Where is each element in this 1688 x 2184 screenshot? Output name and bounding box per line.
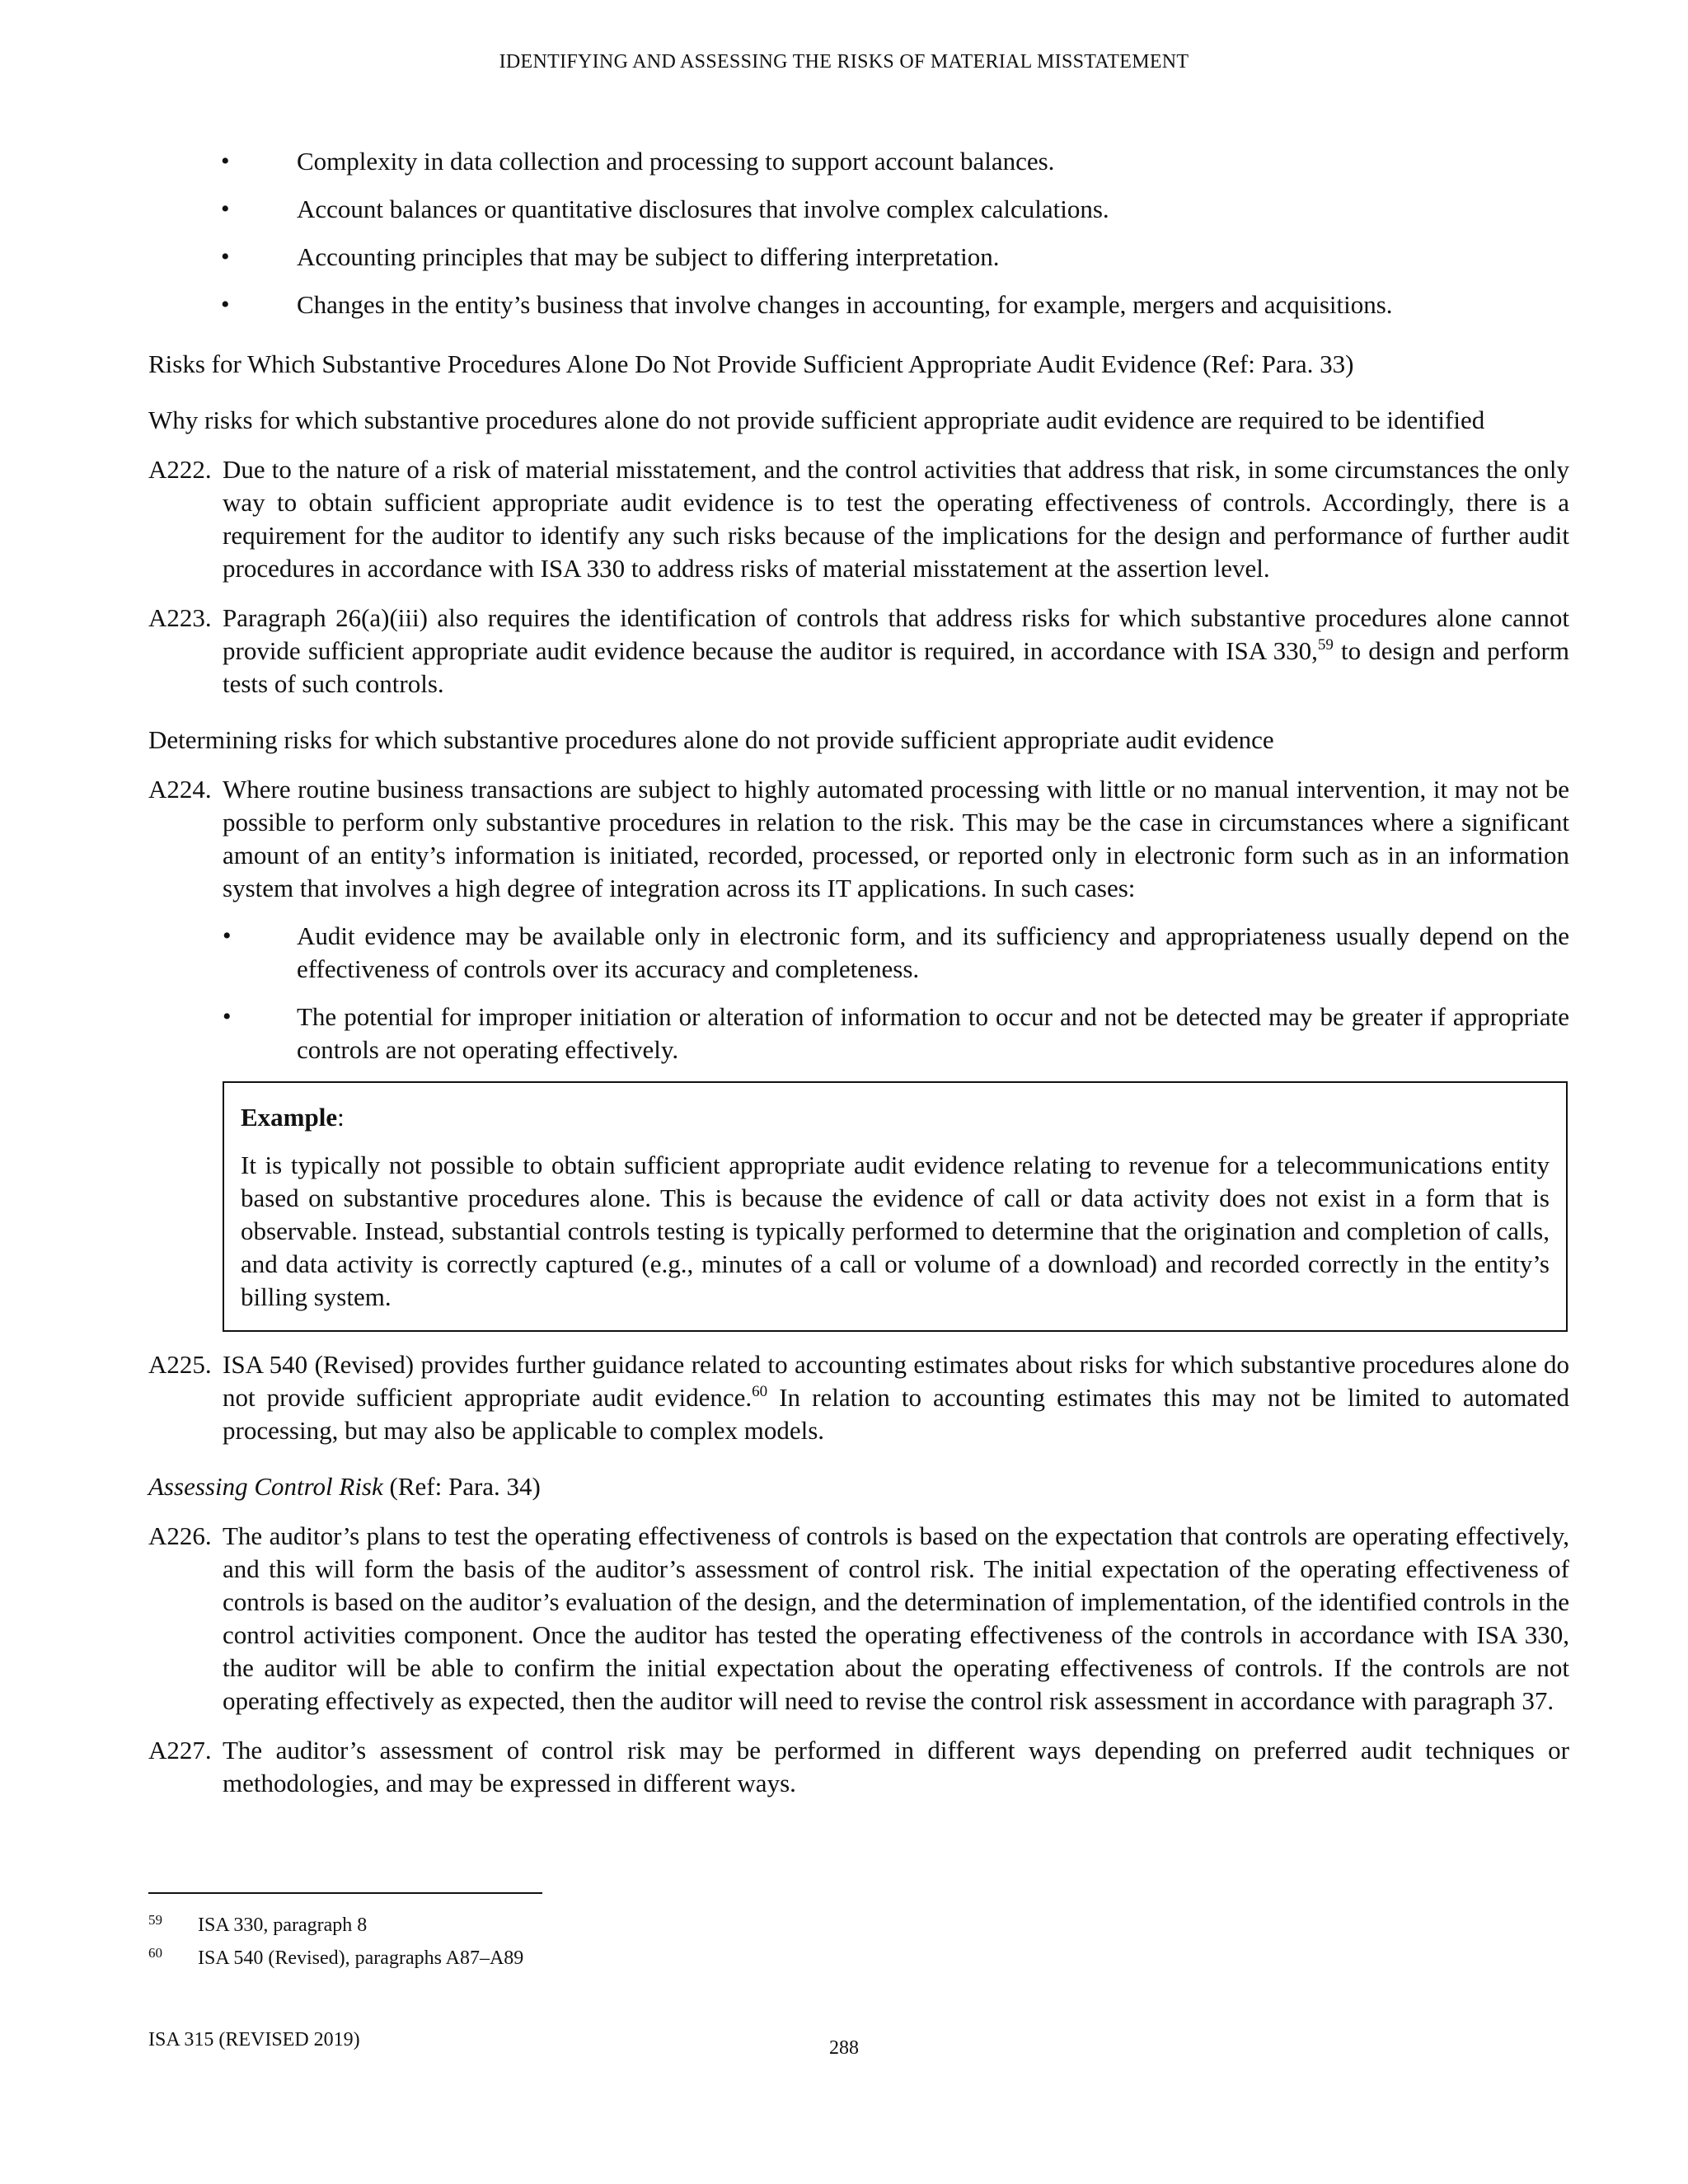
- footnote-divider: [148, 1892, 542, 1894]
- paragraph-a227: [148, 1734, 1569, 1800]
- list-item: • Changes in the entity’s business that involve changes in accounting, for example, mergers and acquisitions.: [148, 288, 1569, 321]
- subsection-heading-control-risk: [148, 1470, 1569, 1503]
- paragraph-number: A227.: [148, 1736, 212, 1765]
- paragraph-a226: [148, 1520, 1569, 1718]
- subsection-heading-why: Why risks for which substantive procedures alone do not provide sufficient appropriate audit evidence are required to be identified: [148, 405, 1485, 434]
- subsection-heading-determining: Determining risks for which substantive procedures alone do not provide sufficient appropriate audit evidence: [148, 725, 1274, 754]
- paragraph-number: A222.: [148, 455, 212, 484]
- list-item: • Accounting principles that may be subject to differing interpretation.: [148, 241, 1569, 274]
- example-title: Example: [241, 1103, 338, 1132]
- footnote-text: ISA 540 (Revised), paragraphs A87–A89: [198, 1947, 524, 1969]
- heading-reference: (Ref: Para. 34): [382, 1472, 541, 1501]
- list-item: • Complexity in data collection and processing to support account balances.: [148, 145, 1569, 178]
- paragraph-text: Paragraph 26(a)(iii) also requires the identification of controls that address risks for which substantive procedures alone cannot provide sufficient appropriate audit evidence because the auditor is required, in accordance with ISA 330,: [223, 603, 1569, 665]
- paragraph-text: The auditor’s plans to test the operating effectiveness of controls is based on the expectation that controls are operating effectively, and this will form the basis of the auditor’s assessment of control risk. The initial expectation of the operating effectiveness of controls is based on the auditor’s evaluation of the design, and the determination of implementation, of the identified controls in the control activities component. Once the auditor has tested the operating effectiveness of the controls in accordance with ISA 330, the auditor will be able to confirm the initial expectation about the operating effectiveness of controls. If the controls are not operating effectively as expected, then the auditor will need to revise the control risk assessment in accordance with paragraph 37.: [223, 1521, 1569, 1715]
- footer-standard-name: ISA 315 (REVISED 2019): [148, 2029, 360, 2050]
- paragraph-text: The auditor’s assessment of control risk may be performed in different ways depending on preferred audit techniques or methodologies, and may be expressed in different ways.: [223, 1736, 1569, 1797]
- list-item: • Audit evidence may be available only in electronic form, and its sufficiency and appropriateness usually depend on the effectiveness of controls over its accuracy and completeness.: [223, 920, 1569, 986]
- running-header: IDENTIFYING AND ASSESSING THE RISKS OF MATERIAL MISSTATEMENT: [499, 51, 1189, 73]
- footnote-number: 59: [148, 1912, 162, 1928]
- paragraph-text: ISA 540 (Revised) provides further guidance related to accounting estimates about risks for which substantive procedures alone do not provide sufficient appropriate audit evidence.: [223, 1350, 1569, 1412]
- page-number: 288: [829, 2037, 859, 2059]
- complexity-bullet-list: [148, 145, 1569, 321]
- paragraph-number: A224.: [148, 775, 212, 804]
- paragraph-number: A223.: [148, 603, 212, 632]
- example-title-line: [241, 1101, 1550, 1134]
- heading-italic-text: Assessing Control Risk: [148, 1472, 383, 1501]
- list-item: • The potential for improper initiation or alteration of information to occur and not be detected may be greater if appropriate controls are not operating effectively.: [223, 1001, 1569, 1066]
- paragraph-text-continued: to design and perform tests of such controls.: [223, 636, 1569, 698]
- paragraph-text: Where routine business transactions are subject to highly automated processing with little or no manual intervention, it may not be possible to perform only substantive procedures in relation to the risk. This may be the case in circumstances where a significant amount of an entity’s information is initiated, recorded, processed, or reported only in electronic form such as in an information system that involves a high degree of integration across its IT applications. In such cases:: [223, 775, 1569, 902]
- a224-bullet-list: [223, 920, 1569, 1066]
- paragraph-number: A225.: [148, 1350, 212, 1379]
- footnote-number: 60: [148, 1945, 162, 1961]
- paragraph-a225: [148, 1348, 1569, 1447]
- footnote-ref-59[interactable]: 59: [1317, 636, 1334, 654]
- paragraph-text-continued: In relation to accounting estimates this may not be limited to automated processing, but may also be applicable to complex models.: [223, 1383, 1569, 1445]
- paragraph-a224: [148, 773, 1569, 1066]
- example-box: [223, 1081, 1568, 1332]
- paragraph-text: Due to the nature of a risk of material misstatement, and the control activities that address that risk, in some circumstances the only way to obtain sufficient appropriate audit evidence is to test the operating effectiveness of controls. Accordingly, there is a requirement for the auditor to identify any such risks because of the implications for the design and performance of further audit procedures in accordance with ISA 330 to address risks of material misstatement at the assertion level.: [223, 455, 1569, 583]
- example-text: It is typically not possible to obtain sufficient appropriate audit evidence relating to revenue for a telecommunications entity based on substantive procedures alone. This is because the evidence of call or data activity does not exist in a form that is observable. Instead, substantial controls testing is typically performed to determine that the origination and completion of calls, and data activity is correctly captured (e.g., minutes of a call or volume of a download) and recorded correctly in the entity’s billing system.: [241, 1151, 1550, 1311]
- section-heading: Risks for Which Substantive Procedures Alone Do Not Provide Sufficient Appropriate Audit Evidence (Ref: Para. 33): [148, 349, 1354, 378]
- footnote-text: ISA 330, paragraph 8: [198, 1915, 368, 1936]
- paragraph-number: A226.: [148, 1521, 212, 1550]
- paragraph-a222: [148, 453, 1569, 585]
- footnote-59: [148, 1912, 1569, 1938]
- example-title-colon: :: [337, 1103, 345, 1132]
- main-content: [148, 145, 1569, 1800]
- footnote-60: [148, 1945, 1569, 1971]
- footnotes: [148, 1892, 1569, 1978]
- list-item: • Account balances or quantitative disclosures that involve complex calculations.: [148, 193, 1569, 226]
- footnote-ref-60[interactable]: 60: [752, 1383, 768, 1400]
- paragraph-a223: [148, 602, 1569, 701]
